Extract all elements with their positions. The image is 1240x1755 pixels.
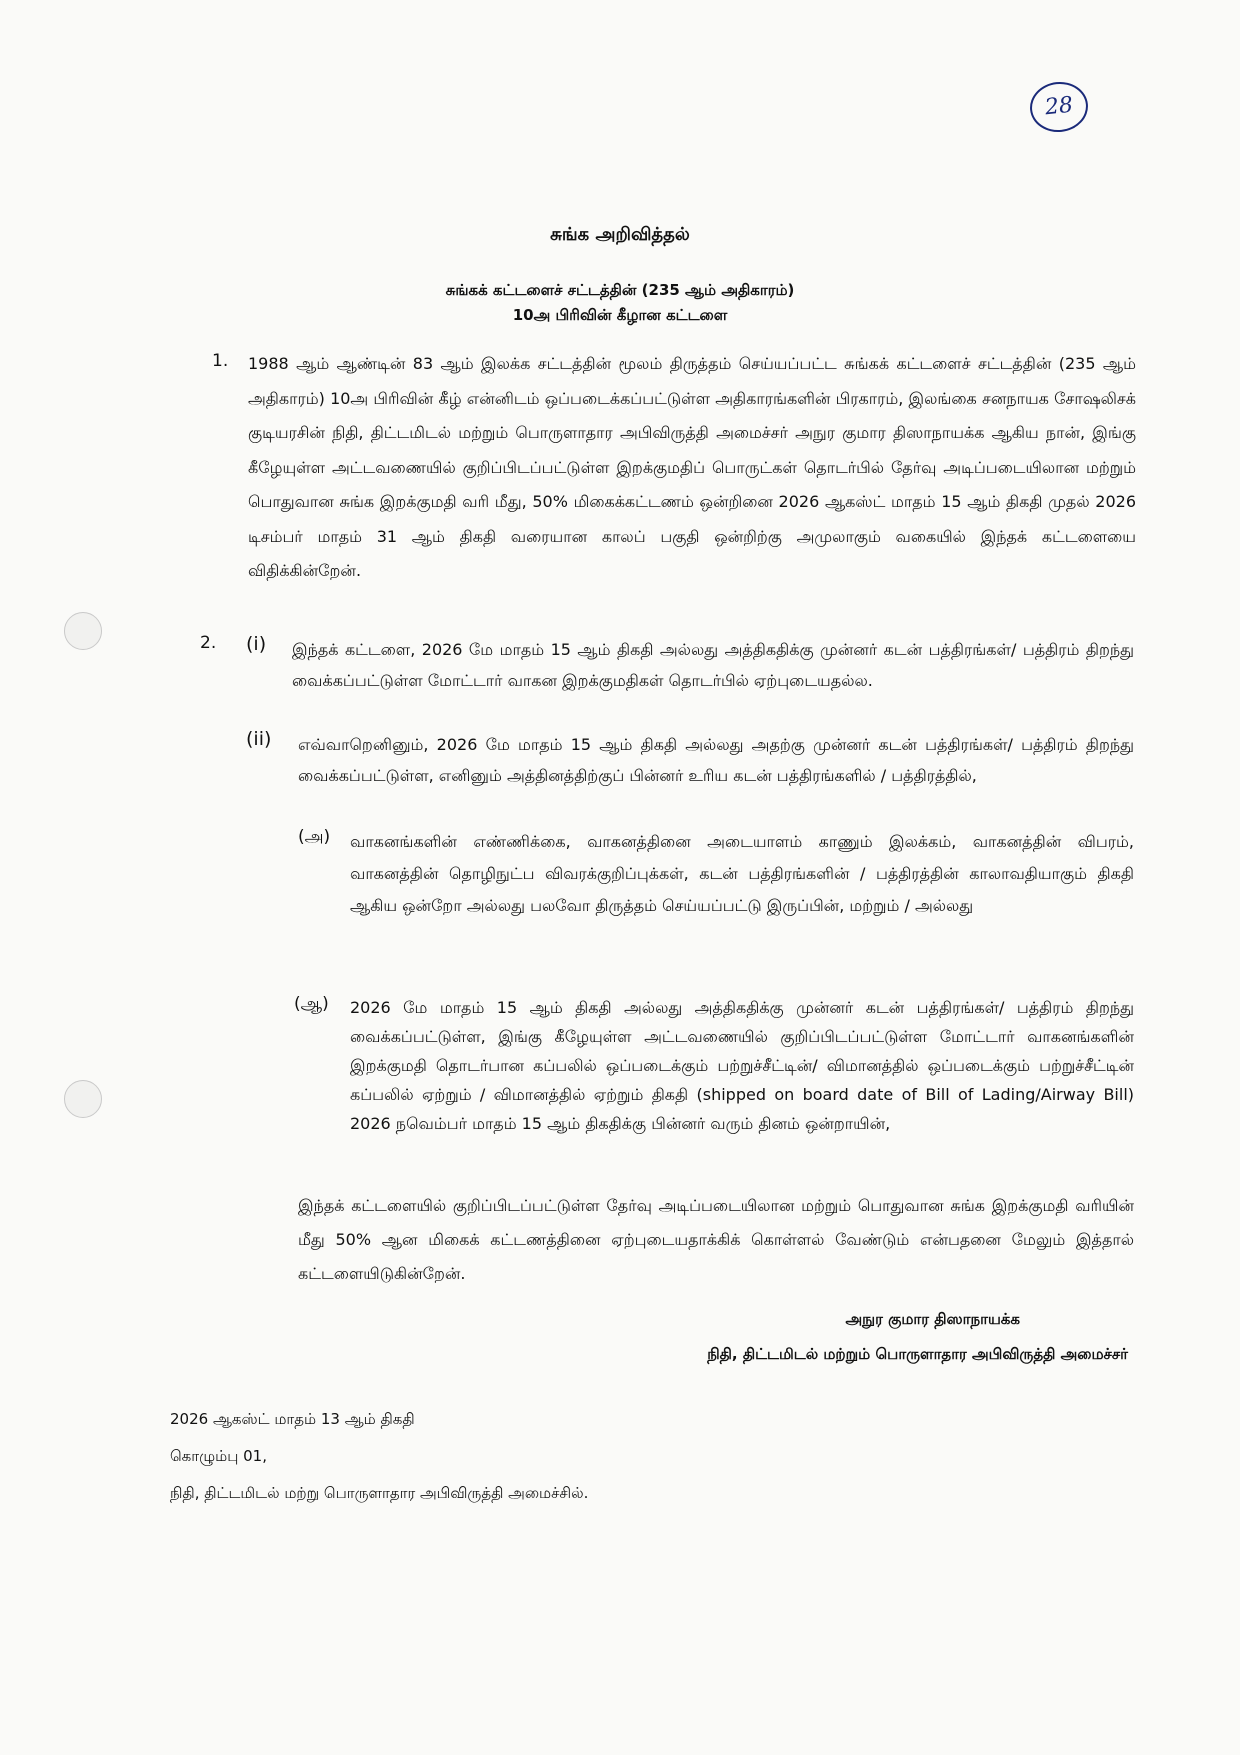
paragraph-number: 1.	[212, 351, 229, 371]
issue-date: 2026 ஆகஸ்ட் மாதம் 13 ஆம் திகதி	[170, 1410, 415, 1428]
paragraph-number: 2.	[200, 633, 217, 653]
subclause-ii: எவ்வாறெனினும், 2026 மே மாதம் 15 ஆம் திகதி அல்லது அதற்கு முன்னர் கடன் பத்திரங்கள்/ பத்திரம் திறந்து வைக்கப்பட்டுள்ள, எனினும் அத்தினத்திற்குப் பின்னர் உரிய கடன் பத்திரங்களில் / பத்திரத்தில்,	[298, 735, 1134, 785]
document-title: சுங்க அறிவித்தல்	[550, 224, 690, 245]
closing-paragraph: இந்தக் கட்டளையில் குறிப்பிடப்பட்டுள்ள தேர்வு அடிப்படையிலான மற்றும் பொதுவான சுங்க இறக்குமதி வரியின் மீது 50% ஆன மிகைக் கட்டணத்தினை ஏற்புடையதாக்கிக் கொள்ளல் வேண்டும் என்பதனை மேலும் இத்தால் கட்டளையிடுகின்றேன்.	[298, 1196, 1134, 1283]
punch-hole	[64, 612, 102, 650]
issuing-office: நிதி, திட்டமிடல் மற்று பொருளாதார அபிவிருத்தி அமைச்சில்.	[170, 1484, 589, 1502]
handwritten-page-number: 28	[1028, 79, 1091, 135]
subclause-label: (ஆ)	[294, 994, 329, 1014]
signatory-name: அநுர குமார திஸாநாயக்க	[845, 1310, 1020, 1328]
punch-hole	[64, 1080, 102, 1118]
issue-place: கொழும்பு 01,	[170, 1447, 267, 1465]
subclause-i: இந்தக் கட்டளை, 2026 மே மாதம் 15 ஆம் திகதி அல்லது அத்திகதிக்கு முன்னர் கடன் பத்திரங்கள்/ பத்திரம் திறந்து வைக்கப்பட்டுள்ள மோட்டார் வாகன இறக்குமதிகள் தொடர்பில் ஏற்புடையதல்ல.	[292, 640, 1134, 690]
paragraph-1: 1988 ஆம் ஆண்டின் 83 ஆம் இலக்க சட்டத்தின் மூலம் திருத்தம் செய்யப்பட்ட சுங்கக் கட்டளைச் சட்டத்தின் (235 ஆம் அதிகாரம்) 10அ பிரிவின் கீழ் என்னிடம் ஒப்படைக்கப்பட்டுள்ள அதிகாரங்களின் பிரகாரம், இலங்கை சனநாயக சோஷலிசக் குடியரசின் நிதி, திட்டமிடல் மற்றும் பொருளாதார அபிவிருத்தி அமைச்சர் அநுர குமார திஸாநாயக்க ஆகிய நான், இங்கு கீழேயுள்ள அட்டவணையில் குறிப்பிடப்பட்டுள்ள இறக்குமதிப் பொருட்கள் தொடர்பில் தேர்வு அடிப்படையிலான மற்றும் பொதுவான சுங்க இறக்குமதி வரி மீது, 50% மிகைக்கட்டணம் ஒன்றினை 2026 ஆகஸ்ட் மாதம் 15 ஆம் திகதி முதல் 2026 டிசம்பர் மாதம் 31 ஆம் திகதி வரையான காலப் பகுதி ஒன்றிற்கு அமுலாகும் வகையில் இந்தக் கட்டளையை விதிக்கின்றேன்.	[248, 354, 1136, 580]
document-subtitle: 10அ பிரிவின் கீழான கட்டளை	[512, 306, 728, 324]
signatory-title: நிதி, திட்டமிடல் மற்றும் பொருளாதார அபிவிருத்தி அமைச்சர்	[707, 1345, 1128, 1363]
subclause-label: (அ)	[298, 827, 331, 847]
document-subtitle: சுங்கக் கட்டளைச் சட்டத்தின் (235 ஆம் அதிகாரம்)	[445, 281, 795, 299]
subclause-a: வாகனங்களின் எண்ணிக்கை, வாகனத்தினை அடையாளம் காணும் இலக்கம், வாகனத்தின் விபரம், வாகனத்தின் தொழிநுட்ப விவரக்குறிப்புக்கள், கடன் பத்திரங்களின் / பத்திரத்தின் காலாவதியாகும் திகதி ஆகிய ஒன்றோ அல்லது பலவோ திருத்தம் செய்யப்பட்டு இருப்பின், மற்றும் / அல்லது	[350, 832, 1134, 915]
subclause-label: (ii)	[246, 728, 272, 750]
subclause-label: (i)	[246, 633, 267, 655]
subclause-aa: 2026 மே மாதம் 15 ஆம் திகதி அல்லது அத்திகதிக்கு முன்னர் கடன் பத்திரங்கள்/ பத்திரம் திறந்து வைக்கப்பட்டுள்ள, இங்கு கீழேயுள்ள அட்டவணையில் குறிப்பிடப்பட்டுள்ள மோட்டார் வாகனங்களின் இறக்குமதி தொடர்பான கப்பலில் ஒப்படைக்கும் பற்றுச்சீட்டின்/ விமானத்தில் ஒப்படைக்கும் பற்றுச்சீட்டின் கப்பலில் ஏற்றும் / விமானத்தில் ஏற்றும் திகதி (shipped on board date of Bill of Lading/Airway Bill) 2026 நவெம்பர் மாதம் 15 ஆம் திகதிக்கு பின்னர் வரும் தினம் ஒன்றாயின்,	[350, 998, 1134, 1133]
